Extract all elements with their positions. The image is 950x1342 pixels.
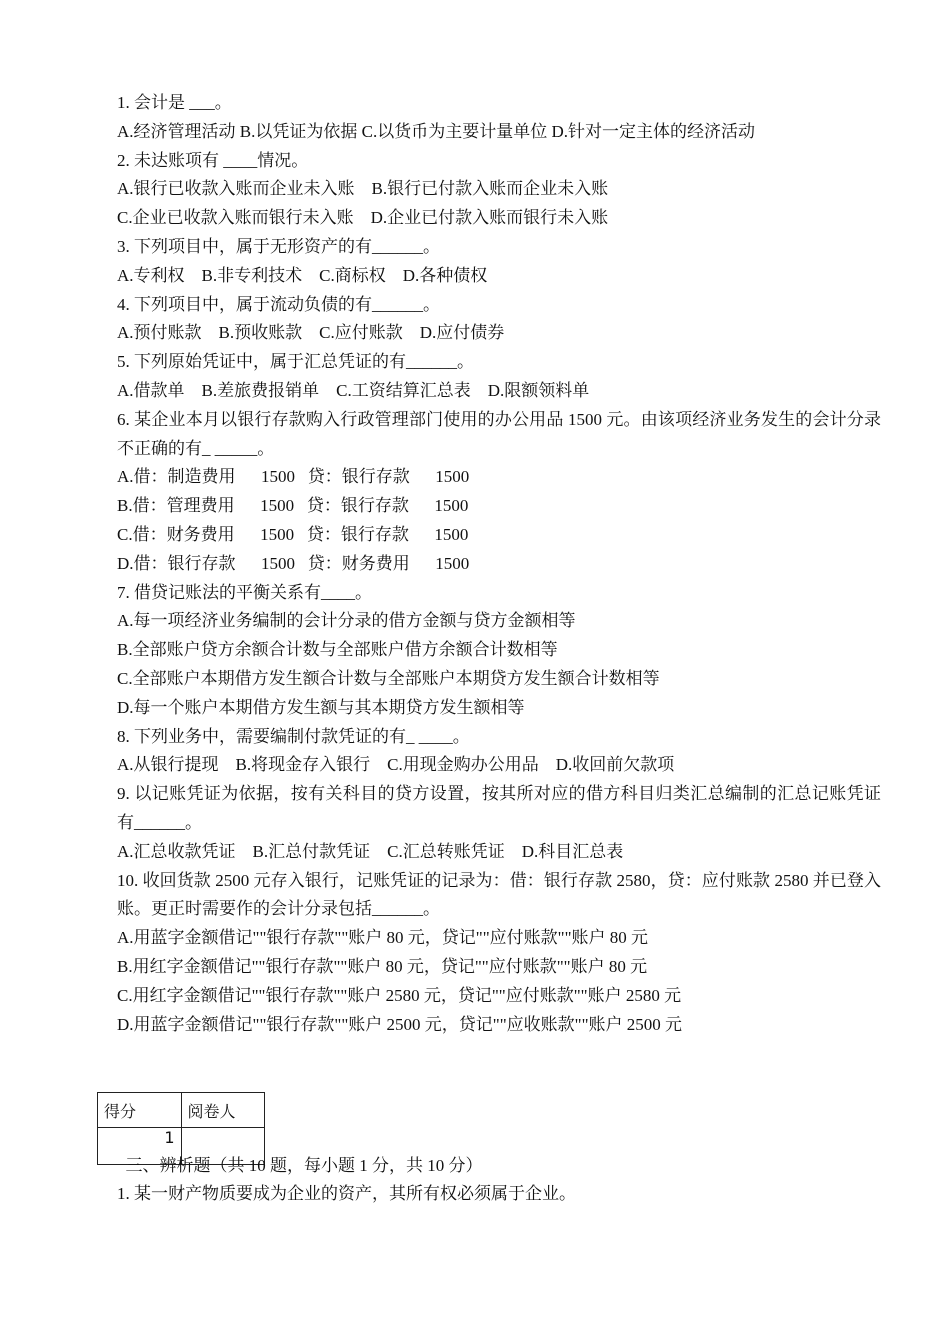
score-table-header-row: [98, 1093, 265, 1128]
question-8-options: A.从银行提现 B.将现金存入银行 C.用现金购办公用品 D.收回前欠款项: [117, 755, 675, 775]
question-6-option-b: B.借：管理费用 1500 贷：银行存款 1500: [117, 496, 469, 516]
question-9-options: A.汇总收款凭证 B.汇总付款凭证 C.汇总转账凭证 D.科目汇总表: [117, 841, 624, 861]
question-6: 6. 某企业本月以银行存款购入行政管理部门使用的办公用品 1500 元。由该项经济业务发生的会计分录不正确的有_ _____。: [117, 409, 881, 458]
question-7-option-c: C.全部账户本期借方发生额合计数与全部账户本期贷方发生额合计数相等: [117, 668, 660, 688]
question-10-option-b: B.用红字金额借记""银行存款""账户 80 元，贷记""应付账款""账户 80 元: [117, 956, 648, 976]
question-list: [117, 89, 881, 1039]
question-1-options: A.经济管理活动 B.以凭证为依据 C.以货币为主要计量单位 D.针对一定主体的经济活动: [117, 121, 755, 141]
question-6-option-c: C.借：财务费用 1500 贷：银行存款 1500: [117, 524, 469, 544]
question-6-option-d: D.借：银行存款 1500 贷：财务费用 1500: [117, 553, 470, 573]
question-8: 8. 下列业务中，需要编制付款凭证的有_ ____。: [117, 726, 470, 746]
question-2-option-line-1: A.银行已收款入账而企业未入账 B.银行已付款入账而企业未入账: [117, 179, 609, 199]
question-6-option-a: A.借：制造费用 1500 贷：银行存款 1500: [117, 467, 470, 487]
question-2: 2. 未达账项有 ____情况。: [117, 150, 309, 170]
question-2-option-line-2: C.企业已收款入账而银行未入账 D.企业已付款入账而银行未入账: [117, 208, 609, 228]
question-7-option-a: A.每一项经济业务编制的会计分录的借方金额与贷方金额相等: [117, 611, 576, 631]
score-header: 得分: [98, 1093, 182, 1128]
question-3-options: A.专利权 B.非专利技术 C.商标权 D.各种债权: [117, 265, 488, 285]
question-10-option-a: A.用蓝字金额借记""银行存款""账户 80 元，贷记""应付账款""账户 80 元: [117, 928, 649, 948]
question-10-option-d: D.用蓝字金额借记""银行存款""账户 2500 元，贷记""应收账款""账户 2500 元: [117, 1014, 683, 1034]
question-4: 4. 下列项目中，属于流动负债的有______。: [117, 294, 440, 314]
question-7: 7. 借贷记账法的平衡关系有____。: [117, 582, 372, 602]
question-9: 9. 以记账凭证为依据，按有关科目的贷方设置，按其所对应的借方科目归类汇总编制的汇总记账凭证有______。: [117, 784, 881, 832]
question-10: 10. 收回货款 2500 元存入银行，记账凭证的记录为：借：银行存款 2580，贷：应付账款 2580 并已登入账。更正时需要作的会计分录包括______。: [117, 870, 881, 919]
question-5-options: A.借款单 B.差旅费报销单 C.工资结算汇总表 D.限额领料单: [117, 380, 590, 400]
score-value: 1: [164, 1128, 175, 1147]
question-5: 5. 下列原始凭证中，属于汇总凭证的有______。: [117, 352, 474, 372]
section-question-1: 1. 某一财产物质要成为企业的资产，其所有权必须属于企业。: [117, 1184, 576, 1203]
reviewer-header: 阅卷人: [181, 1093, 265, 1128]
question-10-option-c: C.用红字金额借记""银行存款""账户 2580 元，贷记""应付账款""账户 2580 元: [117, 985, 682, 1005]
question-1: 1. 会计是 ___。: [117, 93, 232, 112]
question-7-option-b: B.全部账户贷方余额合计数与全部账户借方余额合计数相等: [117, 640, 558, 660]
question-4-options: A.预付账款 B.预收账款 C.应付账款 D.应付债券: [117, 323, 505, 343]
section-heading: 三、辨析题（共 10 题，每小题 1 分，共 10 分）: [117, 1156, 483, 1175]
question-7-option-d: D.每一个账户本期借方发生额与其本期贷方发生额相等: [117, 697, 525, 717]
question-3: 3. 下列项目中，属于无形资产的有______。: [117, 236, 440, 256]
